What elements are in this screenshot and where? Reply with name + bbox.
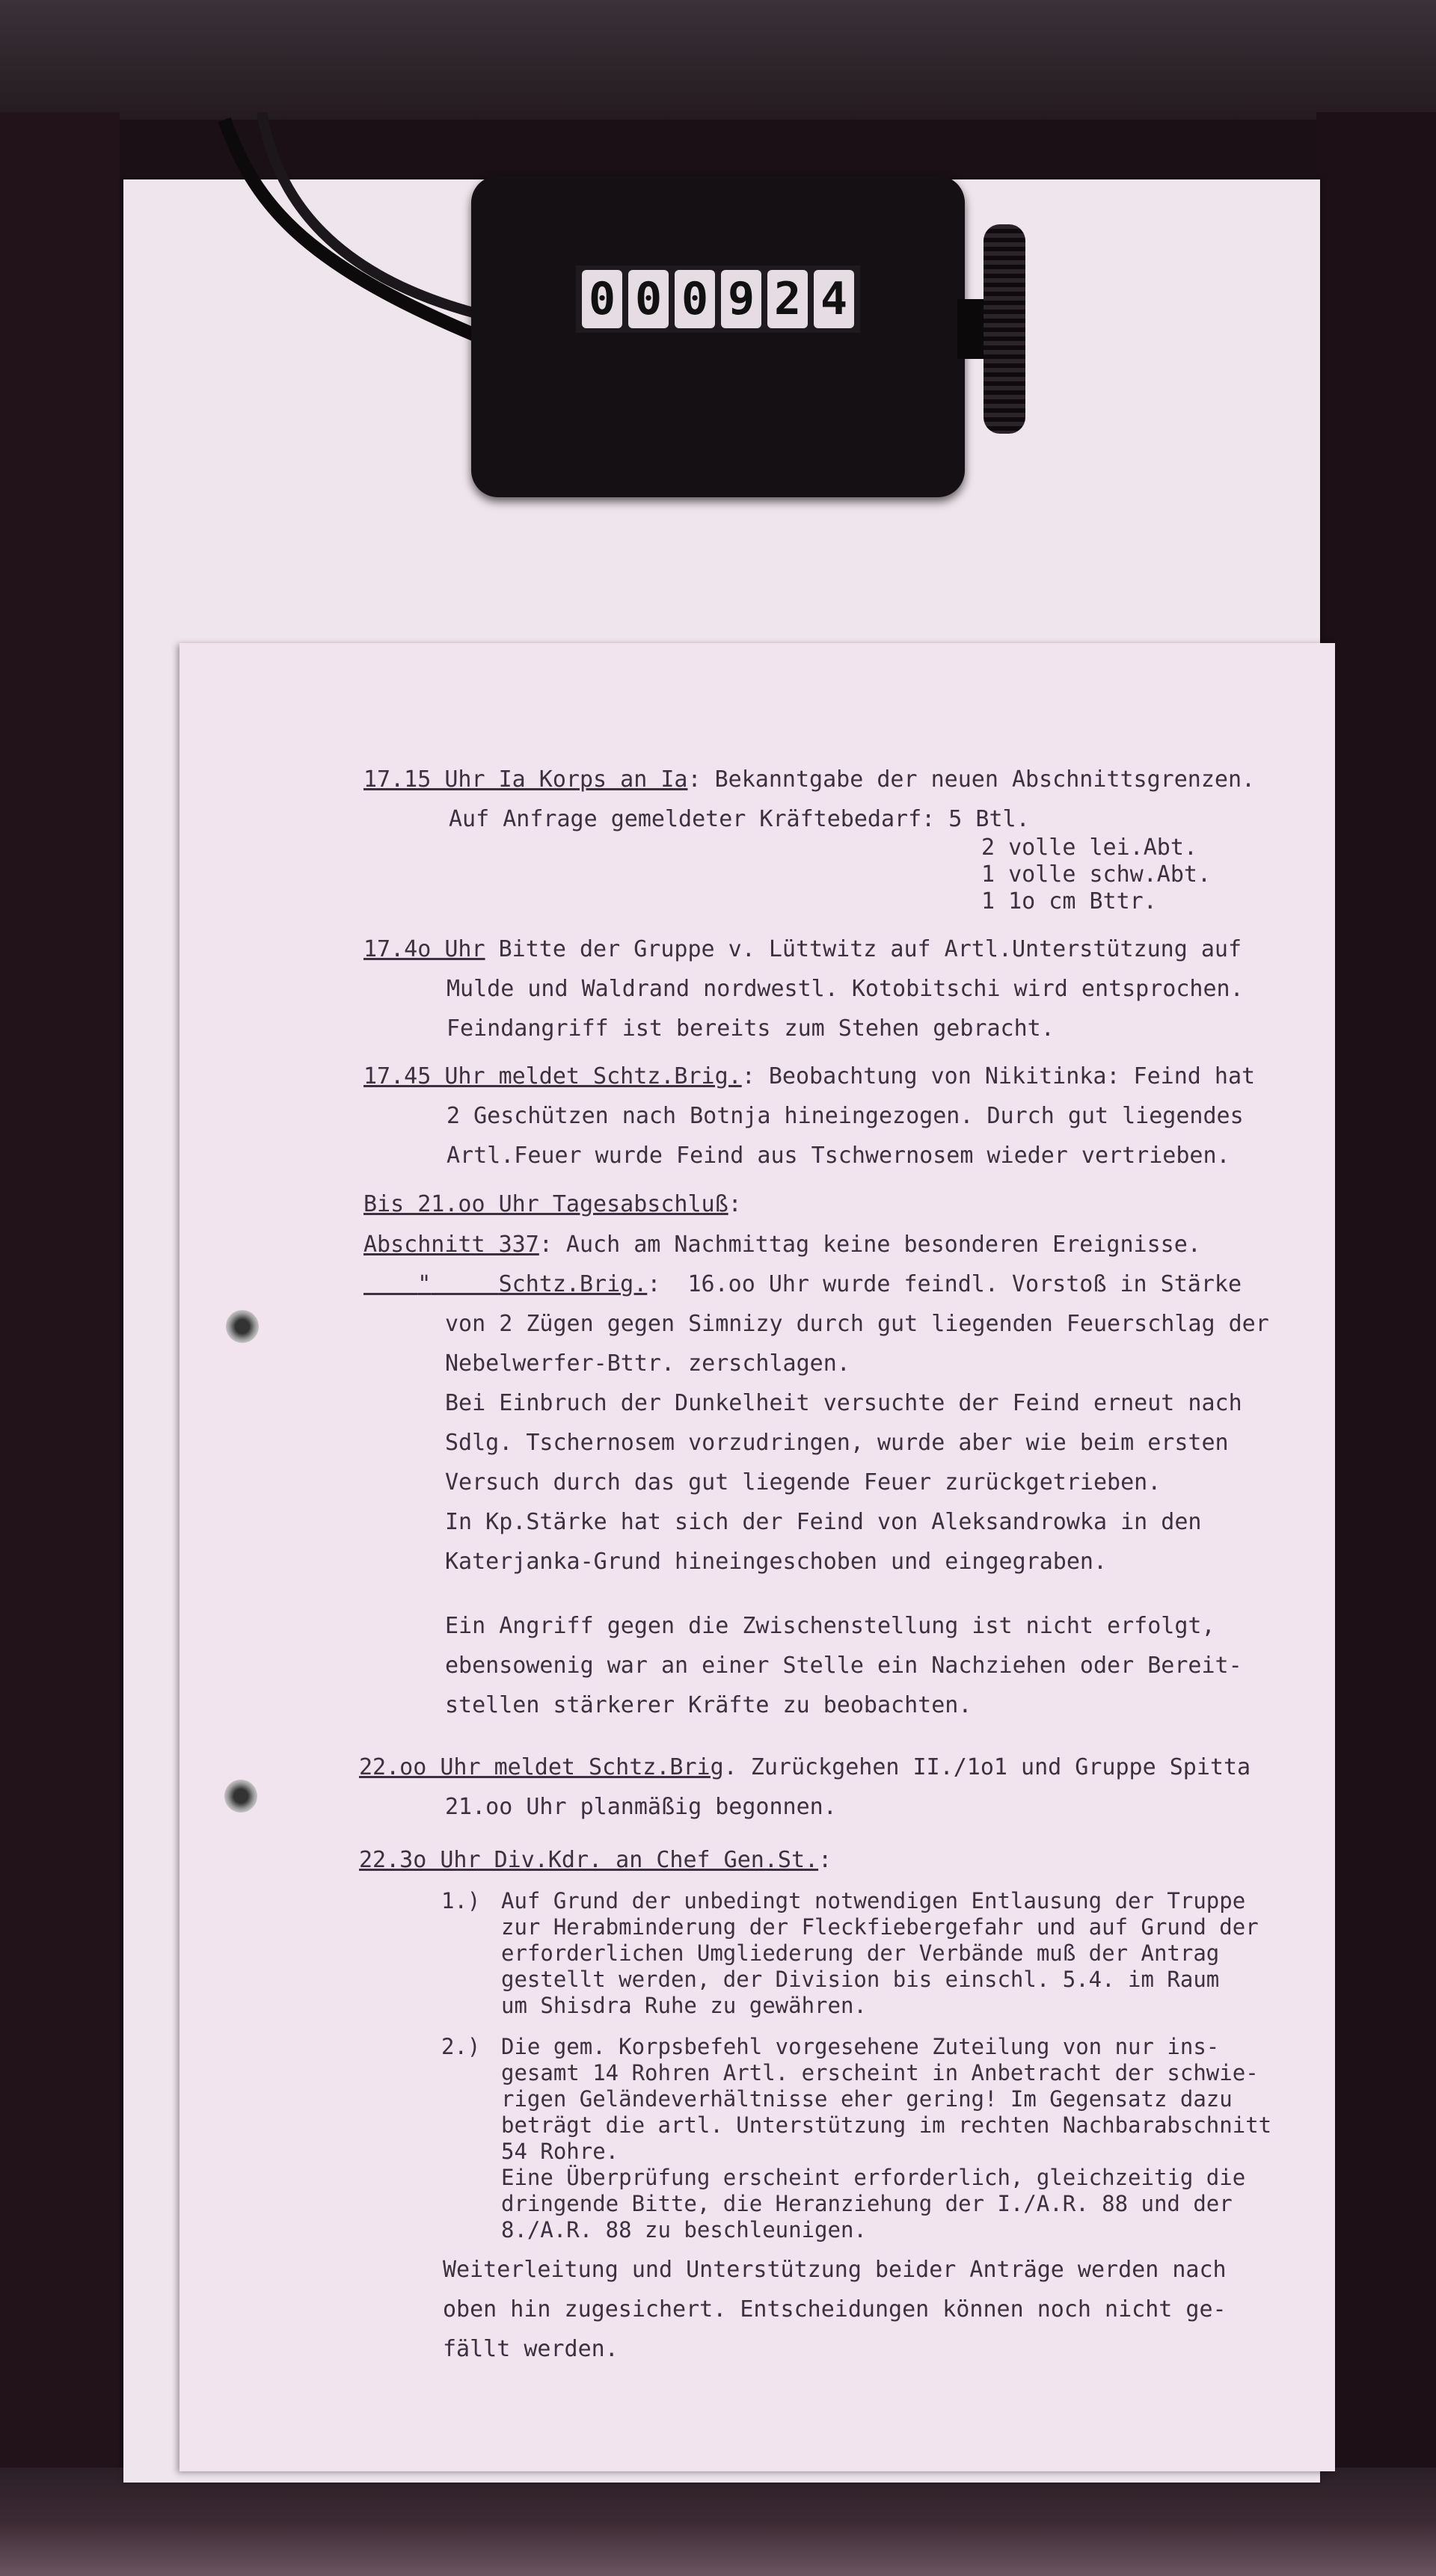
section-subheading: Abschnitt 337 <box>363 1232 539 1258</box>
item-number: 1.) <box>441 1888 481 1913</box>
entry-line: Auf Anfrage gemeldeter Kräftebedarf: 5 Btl. <box>449 806 1030 832</box>
entry-line <box>363 766 1255 793</box>
item-line: 54 Rohre. <box>501 2139 619 2164</box>
film-frame-bottom <box>0 2468 1436 2576</box>
entry-line: Bis 21.oo Uhr Tagesabschluß: <box>363 1191 742 1217</box>
entry-text: . Zurückgehen II./1o1 und Gruppe Spitta <box>723 1754 1251 1780</box>
item-line: beträgt die artl. Unterstützung im rechten Nachbarabschnitt <box>501 2112 1272 2138</box>
entry-line: Mulde und Waldrand nordwestl. Kotobitschi wird entsprochen. <box>447 976 1244 1002</box>
entry-text: : Bekanntgabe der neuen Abschnittsgrenzen. <box>687 766 1256 793</box>
list-item: 2 volle lei.Abt. <box>981 834 1197 861</box>
entry-line: ebensowenig war an einer Stelle ein Nachziehen oder Bereit- <box>445 1653 1242 1679</box>
entry-line: Nebelwerfer-Bttr. zerschlagen. <box>445 1350 850 1377</box>
item-line: Eine Überprüfung erscheint erforderlich, gleichzeitig die <box>501 2165 1246 2190</box>
entry-line: von 2 Zügen gegen Simnizy durch gut liegenden Feuerschlag der <box>445 1311 1269 1337</box>
item-line: rigen Geländeverhältnisse eher gering! Im Gegensatz dazu <box>501 2086 1233 2112</box>
ditto-mark: " <box>417 1271 432 1297</box>
document-text <box>180 643 1335 2471</box>
film-frame-top <box>0 0 1436 120</box>
entry-line <box>363 1232 1201 1258</box>
typed-document <box>180 643 1335 2471</box>
entry-time: 17.45 Uhr meldet Schtz.Brig. <box>363 1063 742 1089</box>
entry-time: 17.15 Uhr Ia Korps an Ia <box>363 766 688 793</box>
closing-line: Weiterleitung und Unterstützung beider Anträge werden nach <box>443 2257 1227 2283</box>
entry-line: Katerjanka-Grund hineingeschoben und eingegraben. <box>445 1549 1108 1575</box>
closing-line: fällt werden. <box>443 2336 619 2362</box>
entry-line <box>359 1754 1251 1780</box>
entry-time: 22.oo Uhr meldet Schtz.Brig <box>359 1754 724 1780</box>
entry-line: stellen stärkerer Kräfte zu beobachten. <box>445 1692 972 1718</box>
counter-knob-stem <box>957 299 987 359</box>
entry-text: Bitte der Gruppe v. Lüttwitz auf Artl.Unterstützung auf <box>485 936 1242 962</box>
list-item: 1 volle schw.Abt. <box>981 861 1212 888</box>
entry-time: 17.4o Uhr <box>363 936 485 962</box>
counter-digit: 0 <box>582 270 622 328</box>
film-border-left <box>0 112 120 2468</box>
counter-digit: 4 <box>814 270 854 328</box>
list-item: 1 1o cm Bttr. <box>981 888 1157 914</box>
item-line: Auf Grund der unbedingt notwendigen Entlausung der Truppe <box>501 1888 1246 1913</box>
entry-text: : Auch am Nachmittag keine besonderen Ereignisse. <box>538 1232 1201 1258</box>
entry-line: 2 Geschützen nach Botnja hineingezogen. Durch gut liegendes <box>447 1103 1244 1129</box>
item-line: um Shisdra Ruhe zu gewähren. <box>501 1993 867 2018</box>
item-line: zur Herabminderung der Fleckfiebergefahr und auf Grund der <box>501 1914 1259 1940</box>
counter-knob <box>984 224 1025 434</box>
entry-line <box>363 1063 1255 1089</box>
section-subheading: Schtz.Brig. <box>498 1271 648 1297</box>
counter-digit: 9 <box>721 270 761 328</box>
entry-line: Artl.Feuer wurde Feind aus Tschwernosem wieder vertrieben. <box>447 1143 1230 1169</box>
closing-line: oben hin zugesichert. Entscheidungen können noch nicht ge- <box>443 2296 1227 2323</box>
item-line: erforderlichen Umgliederung der Verbände muß der Antrag <box>501 1940 1220 1966</box>
entry-time: 22.3o Uhr Div.Kdr. an Chef Gen.St. <box>359 1847 819 1873</box>
entry-text: : Beobachtung von Nikitinka: Feind hat <box>741 1063 1256 1089</box>
entry-line: Bei Einbruch der Dunkelheit versuchte der Feind erneut nach <box>445 1390 1242 1416</box>
entry-line: 21.oo Uhr planmäßig begonnen. <box>445 1794 837 1820</box>
item-line: gesamt 14 Rohren Artl. erscheint in Anbetracht der schwie- <box>501 2060 1259 2085</box>
counter-digit: 0 <box>628 270 669 328</box>
entry-line: Versuch durch das gut liegende Feuer zurückgetrieben. <box>445 1469 1162 1496</box>
entry-line: Feindangriff ist bereits zum Stehen gebracht. <box>447 1015 1055 1042</box>
item-line: gestellt werden, der Division bis einschl. 5.4. im Raum <box>501 1967 1220 1992</box>
entry-line: 22.3o Uhr Div.Kdr. an Chef Gen.St.: <box>359 1847 832 1873</box>
entry-line <box>363 1271 1242 1297</box>
item-line: 8./A.R. 88 zu beschleunigen. <box>501 2217 867 2243</box>
counter-display <box>576 265 860 333</box>
entry-line: Sdlg. Tschernosem vorzudringen, wurde aber wie beim ersten <box>445 1430 1229 1456</box>
counter-digit: 2 <box>767 270 808 328</box>
item-number: 2.) <box>441 2034 481 2059</box>
item-line: dringende Bitte, die Heranziehung der I./A.R. 88 und der <box>501 2191 1233 2216</box>
item-line: Die gem. Korpsbefehl vorgesehene Zuteilung von nur ins- <box>501 2034 1220 2059</box>
entry-line <box>363 936 1242 962</box>
frame-counter <box>471 176 965 497</box>
entry-text: : 16.oo Uhr wurde feindl. Vorstoß in Stärke <box>647 1271 1242 1297</box>
section-heading: Bis 21.oo Uhr Tagesabschluß <box>363 1191 728 1217</box>
entry-line: In Kp.Stärke hat sich der Feind von Aleksandrowka in den <box>445 1509 1202 1535</box>
entry-line: Ein Angriff gegen die Zwischenstellung ist nicht erfolgt, <box>445 1613 1215 1639</box>
counter-digit: 0 <box>675 270 715 328</box>
counter-cable <box>209 112 494 366</box>
